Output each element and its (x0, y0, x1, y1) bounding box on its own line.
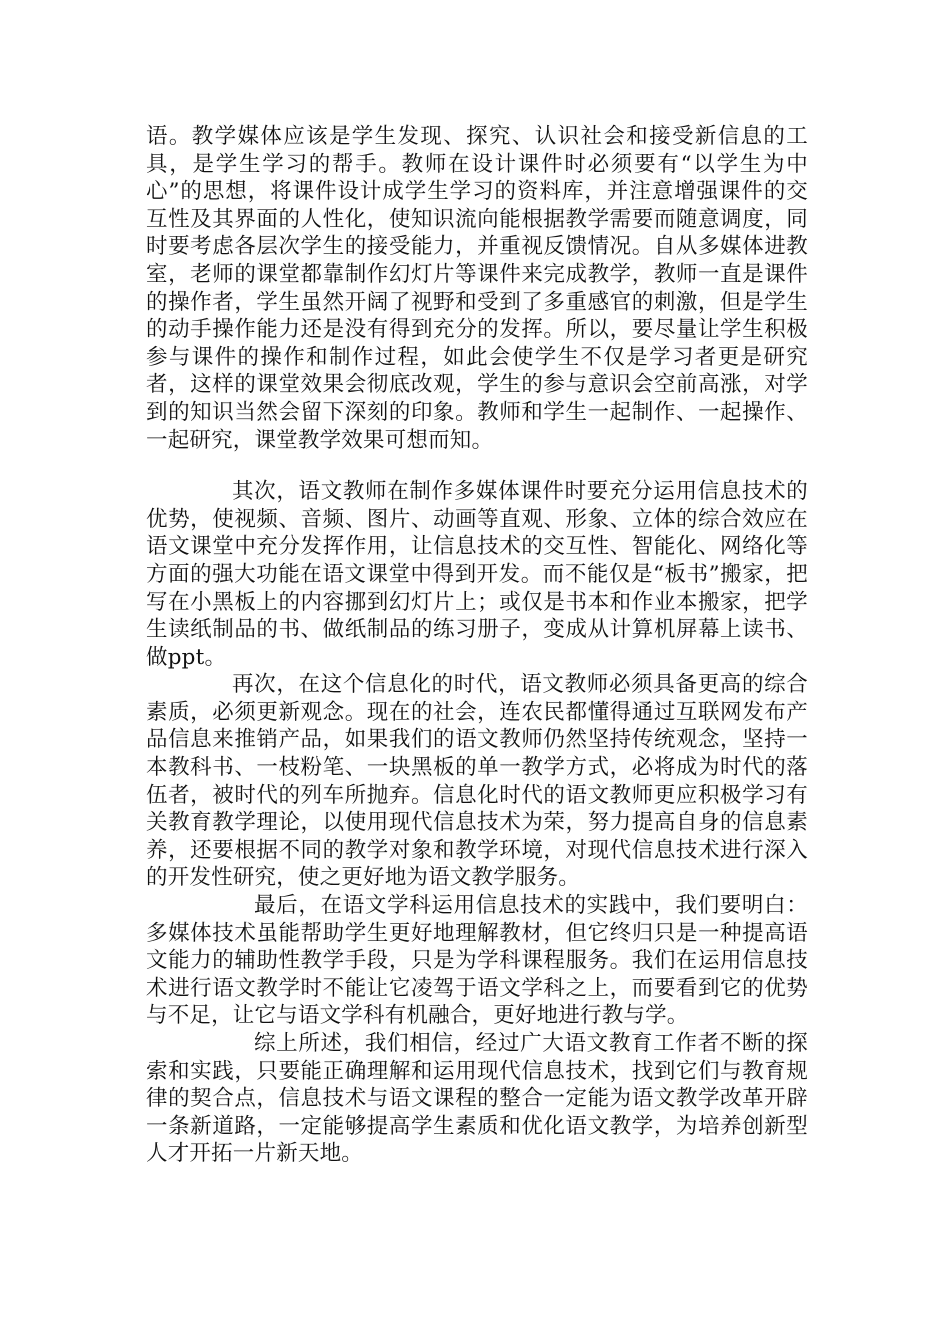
paragraph-conclusion: 综上所述，我们相信，经过广大语文教育工作者不断的探索和实践，只要能正确理解和运用现代信息技术，找到它们与教育规律的契合点，信息技术与语文课程的整合一定能为语文教学改革开辟一条新道路，一定能够提高学生素质和优化语文教学，为培养创新型人才开拓一片新天地。 (146, 1031, 808, 1167)
paragraph-finally: 最后，在语文学科运用信息技术的实践中，我们要明白：多媒体技术虽能帮助学生更好地理解教材，但它终归只是一种提高语文能力的辅助性教学手段，只是为学科课程服务。我们在运用信息技术进行语文教学时不能让它凌驾于语文学科之上，而要看到它的优势与不足，让它与语文学科有机融合，更好地进行教与学。 (146, 893, 808, 1029)
paragraph-continuation: 语。教学媒体应该是学生发现、探究、认识社会和接受新信息的工具，是学生学习的帮手。教师在设计课件时必须要有“以学生为中心”的思想，将课件设计成学生学习的资料库，并注意增强课件的交互性及其界面的人性化，使知识流向能根据教学需要而随意调度，同时要考虑各层次学生的接受能力，并重视反馈情况。自从多媒体进教室，老师的课堂都靠制作幻灯片等课件来完成教学，教师一直是课件的操作者，学生虽然开阔了视野和受到了多重感官的刺激，但是学生的动手操作能力还是没有得到充分的发挥。所以，要尽量让学生积极参与课件的操作和制作过程，如此会使学生不仅是学习者更是研究者，这样的课堂效果会彻底改观，学生的参与意识会空前高涨，对学到的知识当然会留下深刻的印象。教师和学生一起制作、一起操作、一起研究，课堂教学效果可想而知。 (146, 124, 808, 453)
paragraph-thirdly: 再次，在这个信息化的时代，语文教师必须具备更高的综合素质，必须更新观念。现在的社会，连农民都懂得通过互联网发布产品信息来推销产品，如果我们的语文教师仍然坚持传统观念，坚持一本教科书、一枝粉笔、一块黑板的单一教学方式，必将成为时代的落伍者，被时代的列车所抛弃。信息化时代的语文教师更应积极学习有关教育教学理论，以使用现代信息技术为荣，努力提高自身的信息素养，还要根据不同的教学对象和教学环境，对现代信息技术进行深入的开发性研究，使之更好地为语文教学服务。 (146, 672, 808, 891)
paragraph-secondly: 其次，语文教师在制作多媒体课件时要充分运用信息技术的优势，使视频、音频、图片、动画等直观、形象、立体的综合效应在语文课堂中充分发挥作用，让信息技术的交互性、智能化、网络化等方面的强大功能在语文课堂中得到开发。而不能仅是“板书”搬家，把写在小黑板上的内容挪到幻灯片上；或仅是书本和作业本搬家，把学生读纸制品的书、做纸制品的练习册子，变成从计算机屏幕上读书、做ppt。 (146, 479, 808, 670)
document-body (146, 123, 808, 1168)
